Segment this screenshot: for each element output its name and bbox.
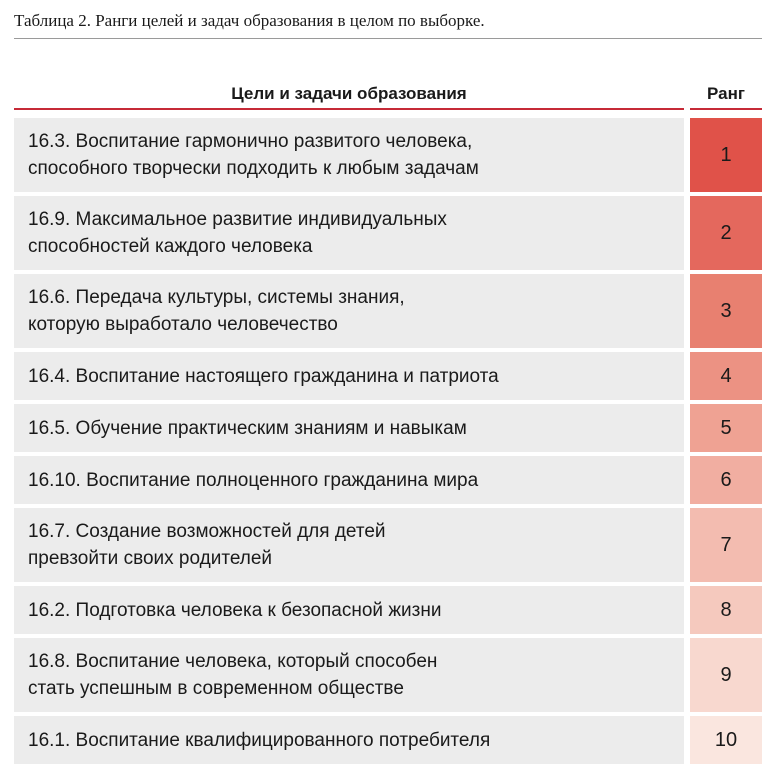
rank-cell: 6 (690, 456, 762, 504)
table-body (14, 118, 762, 768)
table-row (14, 352, 762, 400)
rank-cell: 4 (690, 352, 762, 400)
rank-cell: 10 (690, 716, 762, 764)
goal-text: 16.9. Максимальное развитие индивидуальных способностей каждого человека (28, 209, 447, 257)
goal-text: 16.1. Воспитание квалифицированного потребителя (28, 729, 491, 751)
header-goals: Цели и задачи образования (14, 80, 684, 110)
goal-cell (14, 586, 684, 634)
rank-cell: 2 (690, 196, 762, 270)
goal-cell (14, 274, 684, 348)
table-row (14, 274, 762, 348)
goal-cell (14, 508, 684, 582)
goal-cell (14, 456, 684, 504)
table-row (14, 508, 762, 582)
rank-cell: 8 (690, 586, 762, 634)
goal-text: 16.10. Воспитание полноценного гражданина мира (28, 469, 479, 491)
goal-text: 16.6. Передача культуры, системы знания, которую выработало человечество (28, 287, 405, 335)
goal-text: 16.8. Воспитание человека, который способен стать успешным в современном обществе (28, 651, 438, 699)
table-row (14, 716, 762, 764)
table-header (14, 80, 762, 110)
caption-divider (14, 38, 762, 39)
goal-text: 16.4. Воспитание настоящего гражданина и патриота (28, 365, 499, 387)
table-row (14, 586, 762, 634)
goal-cell (14, 404, 684, 452)
table-row (14, 404, 762, 452)
header-rank: Ранг (690, 80, 762, 110)
goal-cell (14, 638, 684, 712)
goal-text: 16.2. Подготовка человека к безопасной жизни (28, 599, 442, 621)
rank-cell: 1 (690, 118, 762, 192)
goal-cell (14, 352, 684, 400)
goal-text: 16.7. Создание возможностей для детей превзойти своих родителей (28, 521, 386, 569)
goal-text: 16.3. Воспитание гармонично развитого человека, способного творчески подходить к любым задачам (28, 131, 479, 179)
table-row (14, 638, 762, 712)
rank-cell: 7 (690, 508, 762, 582)
table-row (14, 456, 762, 504)
rank-cell: 3 (690, 274, 762, 348)
goal-cell (14, 196, 684, 270)
goal-cell (14, 716, 684, 764)
rank-cell: 5 (690, 404, 762, 452)
goal-text: 16.5. Обучение практическим знаниям и навыкам (28, 417, 467, 439)
table-row (14, 118, 762, 192)
table-caption: Таблица 2. Ранги целей и задач образования в целом по выборке. (14, 11, 485, 30)
rank-cell: 9 (690, 638, 762, 712)
table-row (14, 196, 762, 270)
goal-cell (14, 118, 684, 192)
